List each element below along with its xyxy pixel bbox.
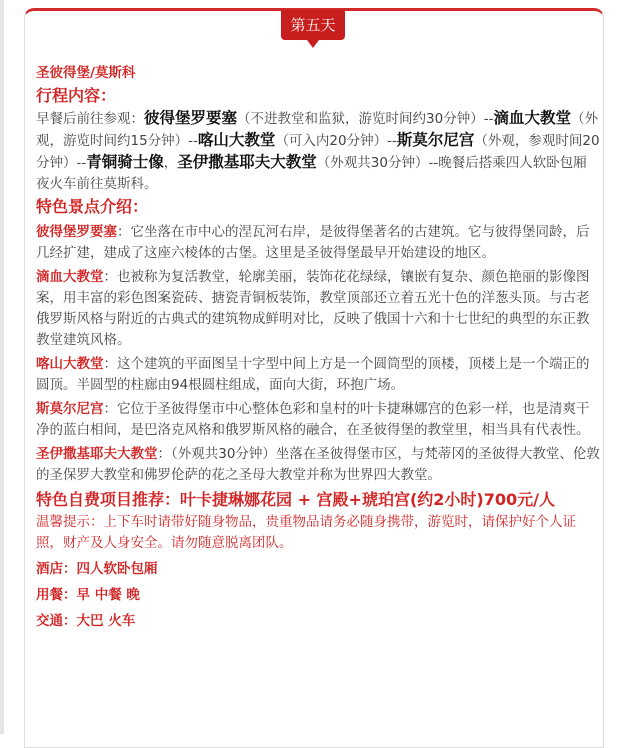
optional-tour-promo: 特色自费项目推荐：叶卡捷琳娜花园 + 宫殿+琥珀宫(约2小时)700元/人 [36, 490, 555, 509]
itinerary-sight: 圣伊撒基耶夫大教堂 [177, 153, 317, 171]
itinerary-part: ， [163, 155, 178, 171]
itinerary-sight: 斯莫尔尼宫 [396, 131, 475, 149]
highlight-name: 彼得堡罗要塞 [36, 224, 117, 240]
highlight-text: ：（外观共30分钟）坐落在圣彼得堡市区，与梵蒂冈的圣彼得大教堂、伦敦的圣保罗大教堂和佛罗伦萨的花之圣母大教堂并称为世界四大教堂。 [36, 446, 600, 483]
highlight-name: 喀山大教堂 [36, 356, 104, 372]
highlight-name: 斯莫尔尼宫 [36, 401, 104, 417]
highlight-text: ：这个建筑的平面图呈十字型中间上方是一个圆筒型的顶楼，顶楼上是一个端正的圆顶。半圆型的柱廊由94根圆柱组成，面向大街，环抱广场。 [36, 356, 590, 393]
highlight-item [36, 444, 600, 486]
itinerary-part: （可入内20分钟）-- [275, 133, 397, 149]
itinerary-sight: 青铜骑士像 [86, 153, 164, 171]
transport-line [36, 610, 600, 632]
itinerary-part: （外观，游览时间约15分钟）-- [36, 111, 598, 149]
day-content [36, 62, 600, 632]
highlight-item [36, 222, 600, 264]
day-badge: 第五天 [281, 10, 345, 40]
highlight-item [36, 399, 600, 441]
transport-value: 大巴 火车 [76, 613, 136, 629]
hotel-label: 酒店： [36, 561, 77, 577]
itinerary-part: （不进教堂和监狱，游览时间约30分钟）-- [237, 111, 494, 127]
itinerary-part: （外观共30分钟）--晚餐后搭乘四人软卧包厢夜火车前往莫斯科。 [36, 155, 587, 192]
itinerary-sight: 彼得堡罗要塞 [144, 109, 238, 127]
itinerary-sight: 滴血大教堂 [493, 109, 571, 127]
city-route: 圣彼得堡/莫斯科 [36, 65, 136, 81]
highlights-heading: 特色景点介绍： [36, 197, 149, 216]
meals-label: 用餐： [36, 587, 77, 603]
highlight-item [36, 354, 600, 396]
highlight-name: 滴血大教堂 [36, 269, 104, 285]
hotel-line [36, 558, 600, 580]
meals-line [36, 584, 600, 606]
itinerary-heading: 行程内容： [36, 86, 117, 105]
highlight-text: ：也被称为复活教堂，轮廓美丽，装饰花花绿绿，镶嵌有复杂、颜色艳丽的影像图案，用丰富的彩色图案瓷砖、搪瓷青铜板装饰，教堂顶部还立着五光十色的洋葱头顶。与古老俄罗斯风格与附近的古典式的建筑物成鲜明对比，反映了俄国十六和十七世纪的典型的东正教教堂建筑风格。 [36, 269, 590, 348]
hotel-value: 四人软卧包厢 [76, 561, 158, 577]
highlight-item [36, 267, 600, 351]
itinerary-sight: 喀山大教堂 [197, 131, 276, 149]
highlight-text: ：它位于圣彼得堡市中心整体色彩和皇村的叶卡捷琳娜宫的色彩一样，也是清爽干净的蓝白相间，是巴洛克风格和俄罗斯风格的融合，在圣彼得堡的教堂里，相当具有代表性。 [36, 401, 590, 438]
meals-value: 早 中餐 晚 [76, 587, 140, 603]
highlight-text: ：它坐落在市中心的涅瓦河右岸，是彼得堡著名的古建筑。它与彼得堡同龄，后几经扩建，建成了这座六棱体的古堡。这里是圣彼得堡最早开始建设的地区。 [36, 224, 590, 261]
left-edge-strip [0, 0, 4, 734]
warm-tip: 温馨提示：上下车时请带好随身物品，贵重物品请务必随身携带，游览时，请保护好个人证照，财产及人身安全。请勿随意脱离团队。 [36, 514, 576, 551]
itinerary-part: （外观，参观时间20分钟）-- [36, 133, 600, 171]
itinerary-text [36, 108, 600, 195]
itinerary-part: 早餐后前往参观： [36, 111, 144, 127]
transport-label: 交通： [36, 613, 77, 629]
highlight-name: 圣伊撒基耶夫大教堂 [36, 446, 158, 462]
